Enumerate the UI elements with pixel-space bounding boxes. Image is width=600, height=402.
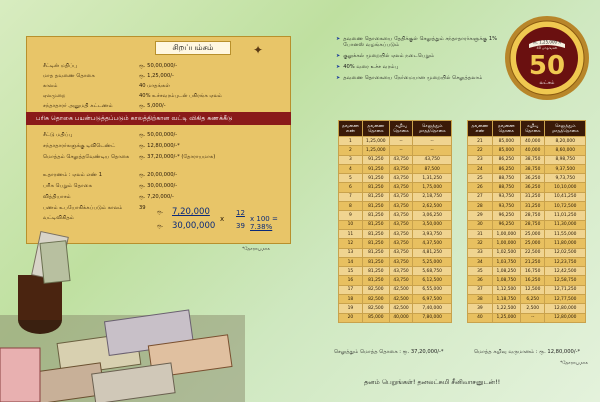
table-cell: 43,750 [389,192,413,201]
table-cell: 6,97,500 [413,295,452,304]
table-cell: 40,000 [520,137,545,146]
table-cell: 12,71,250 [545,285,586,294]
table-cell: 7,40,000 [413,304,452,313]
calc-row: மொத்தம் செலுத்தவேண்டிய தொகை ரூ. 37,20,000/-* (தோராயமாக) [43,153,216,160]
badge-number: 50 [528,51,566,81]
formula-result: x 100 = 7.38% [250,215,278,231]
table-row [468,137,586,146]
table-cell: 31 [468,229,493,238]
table-cell: -- [389,137,413,146]
table-cell: 11,55,000 [545,229,586,238]
table-cell: 30 [468,220,493,229]
table-cell: 81,250 [362,202,389,211]
table-cell: 43,750 [389,239,413,248]
table-cell: 31,250 [520,192,545,201]
table-cell: 28,750 [520,220,545,229]
table-cell: 6 [339,183,363,192]
table-cell: 15 [339,267,363,276]
table-cell: 8,98,750 [545,155,586,164]
table-cell: 21 [468,137,493,146]
table-row [468,146,586,155]
features-list [27,61,290,111]
table-cell: 2,500 [520,304,545,313]
arrow-icon: ➤ [336,75,341,81]
table-cell: 3,06,250 [413,211,452,220]
table-cell: 10 [339,220,363,229]
table-row [468,313,586,322]
table-cell: 6,250 [520,295,545,304]
table-cell: -- [389,146,413,155]
table-cell: 43,750 [389,229,413,238]
arrow-icon: ➤ [336,36,341,42]
table-cell: 81,250 [362,220,389,229]
money-illustration [0,220,245,402]
table-cell: 35 [468,267,493,276]
table-cell: 28 [468,202,493,211]
table-row [339,248,452,257]
table-cell: 82,500 [362,285,389,294]
table-cell: 82,500 [362,295,389,304]
table-cell: 82,500 [362,304,389,313]
table-cell: 5,68,750 [413,267,452,276]
installment-table-1 [338,120,452,323]
table-cell: 8,60,000 [545,146,586,155]
table-cell: 43,750 [389,276,413,285]
table-cell: 43,750 [389,183,413,192]
col-header: தவணை எண் [339,121,363,137]
table-cell: 32 [468,239,493,248]
table-cell: 1,75,000 [413,183,452,192]
table-cell: 22 [468,146,493,155]
table-cell: 1,22,500 [492,304,520,313]
col-header: செலுத்தும் மாதத்தொகை [413,121,452,137]
table-cell: 39 [468,304,493,313]
table-row [468,248,586,257]
table-cell: 1,08,250 [492,267,520,276]
table-cell: 81,250 [362,192,389,201]
feature-row: மாத தவணை தொகை ரூ. 1,25,000/- [43,73,174,79]
table-cell: 43,750 [389,211,413,220]
interest-calc-list [27,129,290,213]
benefit-item: ➤ தவணை தொகையை தேதிக்குள் செலுத்தும் சந்தாதாரர்களுக்கு 1% போனஸ் வழங்கப்படும் [336,36,498,48]
table-cell: 43,750 [389,155,413,164]
installment-table [467,120,586,323]
arrow-icon: ➤ [336,53,341,59]
table-cell: 2,62,500 [413,202,452,211]
table-row [339,285,452,294]
table-cell: 91,250 [362,174,389,183]
table-cell: 42,500 [389,295,413,304]
table-cell: 88,750 [492,183,520,192]
table-cell: 1 [339,137,363,146]
table-row [339,229,452,238]
table-cell: 25,000 [520,229,545,238]
calc-row: சந்தாதாரர்களுக்கு டிவிடெண்ட் ரூ. 12,80,000/-* [43,142,180,149]
table-cell: 12,80,000 [545,304,586,313]
table-cell: 4,81,250 [413,248,452,257]
table-cell: -- [413,137,452,146]
table-cell: 29 [468,211,493,220]
table-header-row [468,121,586,137]
calc-row: சீட்டு மதிப்பு ரூ. 50,00,000/- [43,131,178,138]
table-cell: 11,80,000 [545,239,586,248]
table-cell: 11,01,250 [545,211,586,220]
table-row [339,220,452,229]
table-cell: 85,000 [362,313,389,322]
table-cell: 28,750 [520,211,545,220]
table-cell: 81,250 [362,239,389,248]
benefit-item: ➤ குலுக்கல் முறையில் ஏலம் நடைபெறும் [336,53,435,59]
approx-note-right: *தோராயமாக [560,361,589,366]
table-cell: 88,750 [492,174,520,183]
table-cell: 85,000 [492,146,520,155]
table-cell: 43,750 [389,164,413,173]
table-cell: 96,250 [492,220,520,229]
table-cell: 38,750 [520,155,545,164]
table-row [339,211,452,220]
table-cell: 1,18,750 [492,295,520,304]
table-cell: 40 [468,313,493,322]
table-cell: 1,00,000 [492,239,520,248]
table-cell: 1,00,000 [492,229,520,238]
table-cell: 36 [468,276,493,285]
table-cell: 1,25,000 [362,146,389,155]
table-row [339,202,452,211]
features-title: சிறப்பம்சம் [155,41,231,55]
table-cell: 7,80,000 [413,313,452,322]
col-header: செலுத்தும் மாதத்தொகை [545,121,586,137]
table-row [468,239,586,248]
benefit-item: ➤ 40% வரை உச்ச வரம்பு [336,64,399,70]
table-cell: 8,20,000 [545,137,586,146]
col-header: தவணை எண் [468,121,493,137]
total-payable: செலுத்தும் மொத்த தொகை : ரூ. 37,20,000/-* [334,349,444,355]
table-cell: 11,30,000 [545,220,586,229]
table-cell: 1,08,750 [492,276,520,285]
col-header: தவணை தொகை [362,121,389,137]
table-cell: 86,250 [492,155,520,164]
feature-row: சந்தாதாரர் அனுமதி கட்டணம் ரூ. 5,000/- [43,103,166,109]
approx-note: *தோராயமாக [242,247,271,252]
table-cell: 9,73,750 [545,174,586,183]
feature-row: ஏலமுறை 40% உச்சவரம்புடன் பகிரங்க ஏலம் [43,93,222,99]
col-header: கழிவு தொகை [389,121,413,137]
table-row [468,192,586,201]
table-cell: 42,500 [389,285,413,294]
table-cell: 1,12,500 [492,285,520,294]
benefits-list [336,36,516,86]
table-cell: 87,500 [413,164,452,173]
table-row [339,276,452,285]
table-cell: 12,77,500 [545,295,586,304]
feature-row: காலம் 40 மாதங்கள் [43,83,171,89]
table-cell: 9 [339,211,363,220]
table-cell: 7 [339,192,363,201]
table-cell: 3 [339,155,363,164]
table-row [339,137,452,146]
table-row [339,267,452,276]
table-cell: 1,03,750 [492,257,520,266]
table-cell: 37 [468,285,493,294]
table-cell: 3,93,750 [413,229,452,238]
table-cell: 8 [339,202,363,211]
table-cell: 10,41,250 [545,192,586,201]
table-row [468,183,586,192]
table-row [339,174,452,183]
table-row [468,285,586,294]
table-cell: 81,250 [362,183,389,192]
total-dividend: மொத்த கழிவு வருமானம் : ரூ. 12,80,000/-* [474,349,581,355]
table-row [339,164,452,173]
table-row [339,239,452,248]
table-cell: 27 [468,192,493,201]
table-cell: 91,250 [362,155,389,164]
table-header-row [339,121,452,137]
table-cell: 43,750 [389,248,413,257]
table-cell: 31,250 [520,202,545,211]
table-cell: 85,000 [492,137,520,146]
table-cell: 2,18,750 [413,192,452,201]
table-cell: 33 [468,248,493,257]
arrow-icon: ➤ [336,64,341,70]
table-cell: 1,25,000 [362,137,389,146]
table-cell: 12,42,500 [545,267,586,276]
table-cell: 36,250 [520,183,545,192]
table-cell: 81,250 [362,257,389,266]
interest-heading: பரிசு தொகை பயன்படுத்தப்படும் காலத்திற்கான வட்டி விகித கணக்கீடு [26,112,291,125]
slogan: தனம் பெறுங்கள்! தனலட்சுமி சீனிவாசனுடன்!! [364,378,501,386]
table-cell: 19 [339,304,363,313]
table-row [468,155,586,164]
table-cell: 81,250 [362,267,389,276]
table-cell: 1,25,000 [492,313,520,322]
feature-row: சீட்டின் மதிப்பு ரூ. 50,00,000/- [43,63,178,69]
table-cell: 43,750 [389,257,413,266]
table-cell: 1,02,500 [492,248,520,257]
table-cell: 5,25,000 [413,257,452,266]
table-cell: 3,50,000 [413,220,452,229]
formula-label: வட்டிவிகிதம் [43,215,74,221]
table-cell: 16 [339,276,363,285]
table-cell: 16,750 [520,267,545,276]
installment-table [338,120,452,323]
table-row [339,304,452,313]
table-row [468,211,586,220]
table-cell: 10,72,500 [545,202,586,211]
table-cell: 11 [339,229,363,238]
table-cell: 14 [339,257,363,266]
formula-numerator: 7,20,000 [172,207,210,217]
table-cell: 9,37,500 [545,164,586,173]
table-cell: 25 [468,174,493,183]
table-cell: 36,250 [520,174,545,183]
table-cell: 24 [468,164,493,173]
table-cell: 43,750 [389,220,413,229]
calc-row: வித்தியாசம் ரூ. 7,20,000/- [43,193,174,200]
table-cell: 43,750 [389,202,413,211]
table-cell: 2 [339,146,363,155]
table-cell: 18 [339,295,363,304]
table-cell: 17 [339,285,363,294]
table-cell: 12,58,750 [545,276,586,285]
table-row [468,229,586,238]
table-cell: 43,750 [389,267,413,276]
table-cell: 13 [339,248,363,257]
col-header: தவணை தொகை [492,121,520,137]
table-cell: 21,250 [520,257,545,266]
table-row [468,257,586,266]
table-row [339,192,452,201]
table-row [339,155,452,164]
table-cell: 42,500 [389,304,413,313]
table-cell: 22,500 [520,248,545,257]
table-cell: 43,750 [389,174,413,183]
table-cell: 23 [468,155,493,164]
table-cell: 25,000 [520,239,545,248]
bird-logo-icon: ✦ [253,43,264,57]
table-cell: 86,250 [492,164,520,173]
badge-months: 40 மாதங்கள் [536,46,558,50]
table-row [468,276,586,285]
table-row [339,295,452,304]
interest-formula: வட்டிவிகிதம் ரூ. 7,20,000 ரூ. 30,00,000 x 12 39 x 100 = 7.38% [27,209,290,237]
table-cell: 38,750 [520,164,545,173]
table-cell: 43,750 [413,155,452,164]
table-cell: 38 [468,295,493,304]
benefit-item: ➤ தவணை தொகையை நேர்மையான முறையில் செலுத்தலாம் [336,75,483,81]
table-cell: 16,250 [520,276,545,285]
features-panel [26,36,291,244]
table-row [468,202,586,211]
table-row [339,146,452,155]
table-row [468,267,586,276]
table-cell: 4 [339,164,363,173]
table-cell: 34 [468,257,493,266]
calc-row: உதாரணம் : ஏலம் எண் 1 ரூ. 20,00,000/- [43,171,178,178]
col-header: கழிவு தொகை [520,121,545,137]
table-cell: -- [413,146,452,155]
fifty-lakh-badge [503,14,591,102]
formula-denominator: 30,00,000 [172,221,216,231]
table-cell: 93,750 [492,202,520,211]
calc-row: பணம் உபயோகிக்கப்படும் காலம் 39 [43,204,146,211]
table-cell: 81,250 [362,229,389,238]
table-cell: 4,37,500 [413,239,452,248]
table-cell: 12,02,500 [545,248,586,257]
table-row [468,295,586,304]
table-row [339,257,452,266]
table-cell: 81,250 [362,276,389,285]
badge-unit: லட்சம் [539,80,555,86]
table-cell: 12,23,750 [545,257,586,266]
table-row [468,174,586,183]
table-cell: 12,500 [520,285,545,294]
table-cell: 1,31,250 [413,174,452,183]
table-cell: 81,250 [362,211,389,220]
table-row [468,164,586,173]
table-cell: 96,250 [492,211,520,220]
table-cell: 12,80,000 [545,313,586,322]
calc-row: பரிசு பெறும் தொகை ரூ. 30,00,000/- [43,182,178,189]
table-cell: 6,12,500 [413,276,452,285]
table-row [339,183,452,192]
table-cell: 81,250 [362,248,389,257]
badge-amount: ரூ. 1,25,000 X [532,39,562,45]
table-cell: 6,55,000 [413,285,452,294]
table-cell: 5 [339,174,363,183]
table-cell: 40,000 [389,313,413,322]
table-cell: 12 [339,239,363,248]
table-cell: 20 [339,313,363,322]
table-row [468,304,586,313]
table-cell: 91,250 [362,164,389,173]
table-cell: 40,000 [520,146,545,155]
table-row [339,313,452,322]
table-cell: 93,750 [492,192,520,201]
installment-table-2 [467,120,586,323]
table-row [468,220,586,229]
table-cell: 10,10,000 [545,183,586,192]
table-cell: -- [520,313,545,322]
table-cell: 26 [468,183,493,192]
